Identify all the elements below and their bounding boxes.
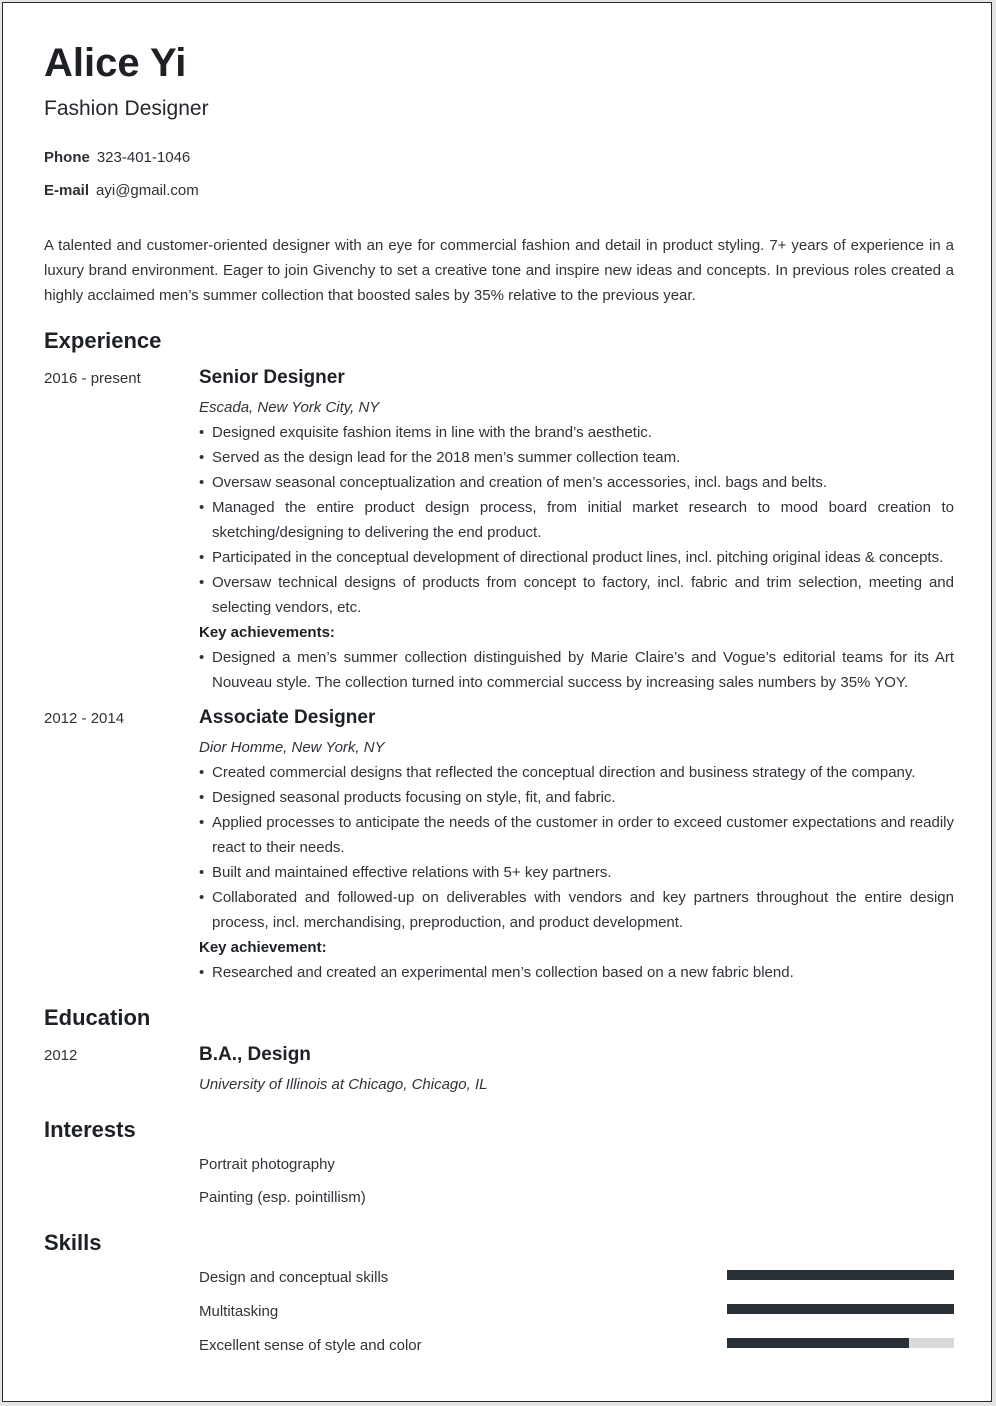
job-2-company: Dior Homme, New York, NY <box>199 739 385 756</box>
job-2-achievements <box>199 960 954 985</box>
list-item: • Researched and created an experimental men’s collection based on a new fabric blend. <box>199 960 954 985</box>
job-1 <box>199 367 954 695</box>
list-item: • Oversaw technical designs of products from concept to factory, incl. fabric and trim selection, meeting and selecting vendors, etc. <box>199 570 954 620</box>
job-1-achievements-label: Key achievements: <box>199 624 335 641</box>
education-entry <box>199 1044 954 1097</box>
list-item: • Oversaw seasonal conceptualization and creation of men’s accessories, incl. bags and belts. <box>199 470 954 495</box>
education-school: University of Illinois at Chicago, Chicago, IL <box>199 1076 488 1093</box>
list-item: • Managed the entire product design process, from initial market research to mood board creation to sketching/designing to delivering the end product. <box>199 495 954 545</box>
job-2-achievements-label: Key achievement: <box>199 939 327 956</box>
list-item: • Served as the design lead for the 2018 men’s summer collection team. <box>199 445 954 470</box>
email-value: ayi@gmail.com <box>96 182 199 199</box>
list-item: • Designed a men’s summer collection distinguished by Marie Claire’s and Vogue’s editorial teams for its Art Nouveau style. The collection turned into commercial success by increasing sales numbers by 35% YOY. <box>199 645 954 695</box>
experience-heading: Experience <box>44 328 162 353</box>
job-1-dates: 2016 - present <box>44 370 141 387</box>
job-2 <box>199 707 954 985</box>
job-2-bullets <box>199 760 954 935</box>
list-item: • Designed seasonal products focusing on style, fit, and fabric. <box>199 785 954 810</box>
list-item: • Built and maintained effective relations with 5+ key partners. <box>199 860 954 885</box>
skill-label: Excellent sense of style and color <box>199 1337 422 1354</box>
skill-level-fill <box>727 1304 954 1314</box>
email-row <box>44 182 199 199</box>
summary-paragraph: A talented and customer-oriented designer with an eye for commercial fashion and detail in product styling. 7+ years of experience in a luxury brand environment. Eager to join Givenchy to set a creative tone and inspire new ideas and concepts. In previous roles created a highly acclaimed men’s summer collection that boosted sales by 35% relative to the previous year. <box>44 237 954 304</box>
job-2-dates: 2012 - 2014 <box>44 710 125 727</box>
phone-row <box>44 149 190 166</box>
education-heading: Education <box>44 1005 151 1030</box>
phone-label: Phone <box>44 149 90 166</box>
job-1-achievements <box>199 645 954 695</box>
list-item: • Collaborated and followed-up on deliverables with vendors and key partners throughout the entire design process, incl. merchandising, preproduction, and product development. <box>199 885 954 935</box>
list-item: • Created commercial designs that reflected the conceptual direction and business strategy of the company. <box>199 760 954 785</box>
education-degree: B.A., Design <box>199 1044 311 1065</box>
job-1-company: Escada, New York City, NY <box>199 399 380 416</box>
resume-page <box>2 2 992 1402</box>
skill-label: Multitasking <box>199 1303 279 1320</box>
job-1-title: Senior Designer <box>199 367 345 388</box>
skill-level-fill <box>727 1270 954 1280</box>
skill-label: Design and conceptual skills <box>199 1269 389 1286</box>
list-item: • Designed exquisite fashion items in line with the brand’s aesthetic. <box>199 420 954 445</box>
interest-item: Portrait photography <box>199 1156 335 1173</box>
skills-heading: Skills <box>44 1230 102 1255</box>
interest-item: Painting (esp. pointillism) <box>199 1189 366 1206</box>
skill-level-fill <box>727 1338 909 1348</box>
candidate-name: Alice Yi <box>44 41 187 85</box>
skill-level-bar <box>727 1338 954 1348</box>
job-1-bullets <box>199 420 954 620</box>
job-2-title: Associate Designer <box>199 707 376 728</box>
email-label: E-mail <box>44 182 90 199</box>
skill-level-bar <box>727 1270 954 1280</box>
education-year: 2012 <box>44 1047 78 1064</box>
list-item: • Applied processes to anticipate the needs of the customer in order to exceed customer expectations and readily react to their needs. <box>199 810 954 860</box>
candidate-title: Fashion Designer <box>44 97 209 120</box>
phone-value: 323-401-1046 <box>96 149 191 166</box>
skill-level-bar <box>727 1304 954 1314</box>
interests-heading: Interests <box>44 1117 136 1142</box>
list-item: • Participated in the conceptual development of directional product lines, incl. pitching original ideas & concepts. <box>199 545 954 570</box>
